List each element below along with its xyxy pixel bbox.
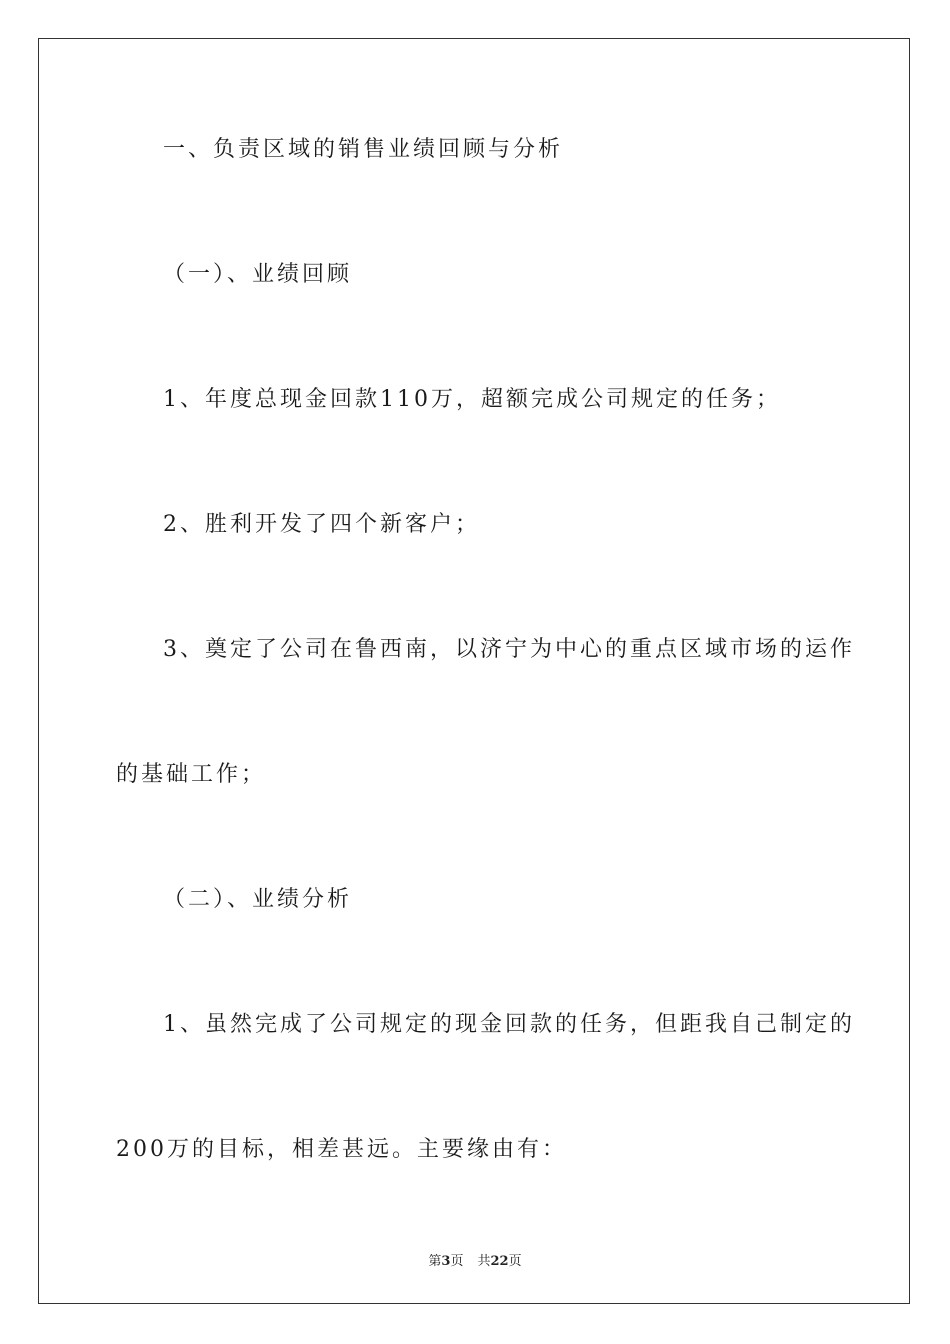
section-heading-1: 一、负责区域的销售业绩回顾与分析 bbox=[163, 137, 564, 162]
paragraph-item-3: 3、奠定了公司在鲁西南，以济宁为中心的重点区域市场的运作 bbox=[163, 637, 855, 662]
paragraph-item-1: 1、年度总现金回款110万，超额完成公司规定的任务； bbox=[163, 387, 781, 412]
subsection-heading-1: （一）、业绩回顾 bbox=[163, 262, 353, 287]
subsection-heading-2: （二）、业绩分析 bbox=[163, 887, 353, 912]
paragraph-analysis-1: 1、虽然完成了公司规定的现金回款的任务，但距我自己制定的 bbox=[163, 1012, 855, 1037]
page-border bbox=[38, 38, 910, 1304]
paragraph-item-2: 2、胜利开发了四个新客户； bbox=[163, 512, 480, 537]
page-number: 3 bbox=[441, 1254, 451, 1269]
page-suffix: 页 bbox=[450, 1254, 464, 1269]
total-pages: 22 bbox=[490, 1254, 509, 1269]
page-prefix: 第 bbox=[428, 1254, 442, 1269]
total-suffix: 页 bbox=[508, 1254, 522, 1269]
paragraph-analysis-1-continued: 200万的目标，相差甚远。主要缘由有： bbox=[116, 1137, 567, 1162]
paragraph-item-3-continued: 的基础工作； bbox=[116, 762, 267, 787]
page-footer bbox=[0, 1250, 950, 1269]
total-prefix: 共 bbox=[477, 1254, 491, 1269]
